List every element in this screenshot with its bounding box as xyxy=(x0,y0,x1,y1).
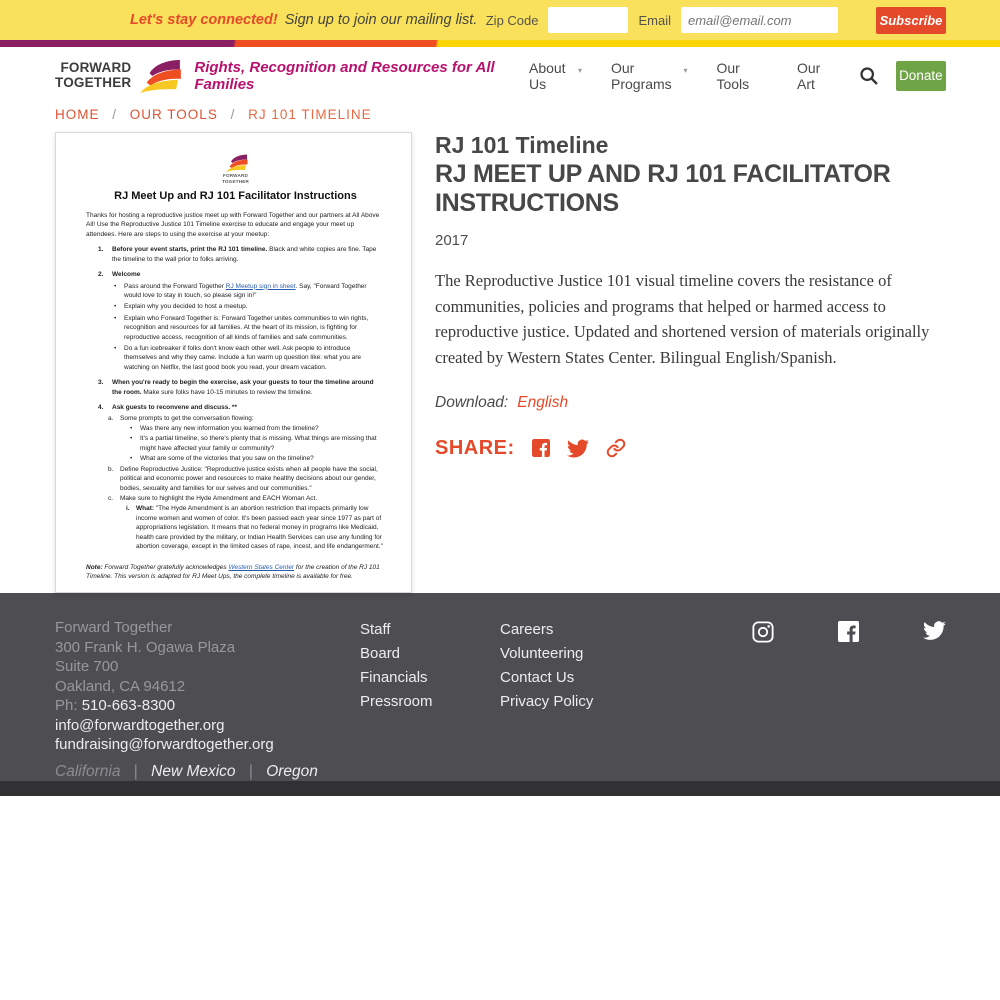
state-separator: | xyxy=(133,762,138,780)
breadcrumb-home[interactable]: HOME xyxy=(55,107,100,122)
breadcrumb xyxy=(0,100,1000,132)
breadcrumb-separator: / xyxy=(230,107,236,122)
nav-item[interactable]: Our Art xyxy=(797,59,821,92)
download-row xyxy=(435,394,946,412)
doc-list xyxy=(86,245,385,551)
footer-states xyxy=(55,762,360,782)
document-preview[interactable] xyxy=(55,132,412,593)
footer-address-line: Suite 700 xyxy=(55,658,119,675)
state-separator: | xyxy=(248,762,253,780)
doc-title: RJ Meet Up and RJ 101 Facilitator Instructions xyxy=(114,190,357,202)
footer-link[interactable]: Board xyxy=(360,645,401,662)
donate-button[interactable]: Donate xyxy=(896,61,946,91)
tricolor-stripe xyxy=(0,40,1000,47)
zip-code-label: Zip Code xyxy=(485,12,539,28)
chevron-down-icon: ▾ xyxy=(577,65,582,75)
doc-list-item: 2. Welcome xyxy=(98,271,141,279)
nav-item[interactable]: Our Programs ▾ xyxy=(611,59,688,92)
doc-list-item: 1. Before your event starts, print the RJ 101 timeline. Black and white copies are fine. Tape the timeline to the wall prior to folks arriving. xyxy=(98,246,377,263)
chevron-down-icon: ▾ xyxy=(683,65,688,75)
breadcrumb-separator: / xyxy=(112,107,118,122)
footer-address-line: 300 Frank H. Ogawa Plaza xyxy=(55,638,236,656)
page-category: RJ 101 Timeline xyxy=(435,132,609,158)
search-icon xyxy=(859,66,878,85)
mailing-list-bar xyxy=(0,0,1000,40)
signup-form xyxy=(486,7,838,33)
email-link[interactable]: info@forwardtogether.org xyxy=(55,716,225,734)
footer-address-line: Oakland, CA 94612 xyxy=(55,677,186,695)
footer-emails xyxy=(55,716,360,755)
share-row xyxy=(435,437,946,460)
nav-item[interactable]: Our Tools xyxy=(716,59,750,92)
doc-list-item: c. Make sure to highlight the Hyde Amendment and EACH Woman Act. xyxy=(108,494,318,502)
doc-list-item: • Pass around the Forward Together RJ Meetup sign in sheet. Say, "Forward Together would love to stay in touch, so please sign in!" xyxy=(114,282,367,299)
breadcrumb-our-tools[interactable]: OUR TOOLS xyxy=(129,107,218,122)
download-link-english[interactable]: English xyxy=(517,393,569,411)
doc-intro: Thanks for hosting a reproductive justice meet up with Forward Together and our partners at All Above All! Use the Reproductive Justice 101 Timeline exercise to educate and engage your meet up attendees. Here are steps to using the exercise at your meetup: xyxy=(86,212,380,238)
footer-bottom-bar xyxy=(0,781,1000,796)
twitter-link[interactable] xyxy=(923,621,946,640)
footer-link[interactable]: Careers xyxy=(500,621,554,638)
twitter-icon xyxy=(923,621,946,640)
instagram-icon xyxy=(752,621,774,643)
footer-link[interactable]: Staff xyxy=(360,621,391,638)
doc-list-item: • Explain who Forward Together is: Forward Together unites communities to win rights, recognition and resources for all families. At the heart of its mission, is fighting for reproductive access, recognition of all kinds of families and safe communities. xyxy=(114,314,369,341)
doc-list-item: • What are some of the victories that you saw on the timeline? xyxy=(130,455,314,463)
footer-link[interactable]: Pressroom xyxy=(360,693,433,710)
phone-label: Ph: xyxy=(55,697,82,714)
doc-list-item: • Do a fun icebreaker if folks don't know each other well. Ask people to introduce themselves and why they came. Include a fun warm up question like: what you are watching on Netflix, the last good book you read, your dream vacation. xyxy=(114,345,362,371)
main-nav xyxy=(500,60,837,92)
footer-social xyxy=(752,618,946,781)
doc-note-link: Western States Center xyxy=(228,563,295,571)
doc-list-item: • Explain why you decided to host a meetup. xyxy=(114,303,248,311)
footer-links-col1 xyxy=(360,618,500,781)
nav-item[interactable]: About Us ▾ xyxy=(528,59,582,92)
copy-link-link[interactable] xyxy=(606,438,626,458)
subscribe-button[interactable]: Subscribe xyxy=(876,7,946,34)
doc-list-item: 4. Ask guests to reconvene and discuss. ** xyxy=(98,404,237,412)
doc-list-item: • Was there any new information you learned from the timeline? xyxy=(130,425,319,433)
brand-tagline: Rights, Recognition and Resources for All Families xyxy=(194,58,495,93)
page-description: The Reproductive Justice 101 visual timeline covers the resistance of communities, policies and programs that helped or harmed access to reproductive justice. Updated and shortened version of materials originally created by Western States Center. Bilingual English/Spanish. xyxy=(435,271,930,367)
site-header xyxy=(0,47,1000,100)
footer-address-line: Forward Together xyxy=(55,619,173,636)
state-link-new-mexico[interactable]: New Mexico xyxy=(151,762,236,780)
twitter-share-link[interactable] xyxy=(567,439,589,458)
doc-list-item: a. Some prompts to get the conversation flowing: xyxy=(108,414,254,422)
resource-detail xyxy=(435,132,946,460)
twitter-share-icon xyxy=(567,439,589,458)
doc-list-item: 3. When you're ready to begin the exercise, ask your guests to tour the timeline around the room. Make sure folks have 10-15 minutes to review the timeline. xyxy=(98,379,374,396)
footer xyxy=(0,593,1000,781)
facebook-share-link[interactable] xyxy=(532,439,550,457)
facebook-link[interactable] xyxy=(838,621,859,642)
doc-note: Note: Forward Together gratefully acknowledges Western States Center for the creation of the RJ 101 Timeline. This version is adapted for RJ Meet Ups, the complete timeline is available for free. xyxy=(86,563,380,580)
download-label: Download: xyxy=(435,393,509,411)
facebook-icon xyxy=(838,621,859,642)
brand-logo-text: FORWARD TOGETHER xyxy=(55,59,132,90)
breadcrumb-current[interactable]: RJ 101 TIMELINE xyxy=(248,107,372,122)
phone-link[interactable]: 510-663-8300 xyxy=(81,697,176,714)
state-link-oregon[interactable]: Oregon xyxy=(266,762,318,780)
email-link[interactable]: fundraising@forwardtogether.org xyxy=(55,736,274,753)
doc-inline-link: RJ Meetup sign in sheet xyxy=(225,282,296,290)
email-label: Email xyxy=(638,12,671,28)
footer-contact xyxy=(55,618,360,781)
doc-list-item: i. What: "The Hyde Amendment is an abortion restriction that impacts primarily low income women and women of color. It's been passed each year since 1977 as part of appropriations legislation. It means that no federal money in programs like Medicaid, health care provided by the military, or Indian Health Services can use any funding for abortion coverage, except in the limited cases of rape, incest, and life endangerment." xyxy=(126,505,383,551)
logo-flag-icon xyxy=(136,57,182,95)
doc-list-item: b. Define Reproductive Justice: "Reproductive justice exists when all people have the social, political and economic power and resources to make healthy decisions about our gender, bodies, sexuality and families for our selves and our communities." xyxy=(108,465,378,492)
email-input[interactable] xyxy=(681,7,838,33)
promo-text: Let's stay connected! Sign up to join our mailing list. xyxy=(130,12,478,28)
doc-list-item: • It's a partial timeline, so there's plenty that is missing. What things are missing that might have affected your family or community? xyxy=(130,435,377,452)
page-title: RJ MEET UP AND RJ 101 FACILITATOR INSTRUCTIONS xyxy=(435,160,891,218)
page-year: 2017 xyxy=(435,232,469,250)
footer-link[interactable]: Contact Us xyxy=(500,669,575,686)
doc-body xyxy=(86,211,385,581)
doc-logo xyxy=(86,153,385,184)
footer-link[interactable]: Privacy Policy xyxy=(500,693,594,710)
state-link-california[interactable]: California xyxy=(55,762,121,780)
doc-logo-caption: FORWARD TOGETHER xyxy=(221,173,250,184)
doc-logo-flag-icon xyxy=(224,153,248,173)
instagram-link[interactable] xyxy=(752,621,774,643)
zip-code-input[interactable] xyxy=(548,7,628,33)
facebook-share-icon xyxy=(532,439,550,457)
promo-emphasis: Let's stay connected! xyxy=(130,12,278,28)
brand-logo[interactable] xyxy=(55,57,182,95)
copy-link-icon xyxy=(606,438,626,458)
footer-link[interactable]: Volunteering xyxy=(500,645,584,662)
share-label: SHARE: xyxy=(435,436,515,459)
footer-phone-row xyxy=(55,696,360,716)
page-content xyxy=(0,132,1000,593)
search-button[interactable] xyxy=(859,66,878,85)
footer-link[interactable]: Financials xyxy=(360,669,428,686)
footer-address xyxy=(55,618,360,696)
footer-links-col2 xyxy=(500,618,670,781)
